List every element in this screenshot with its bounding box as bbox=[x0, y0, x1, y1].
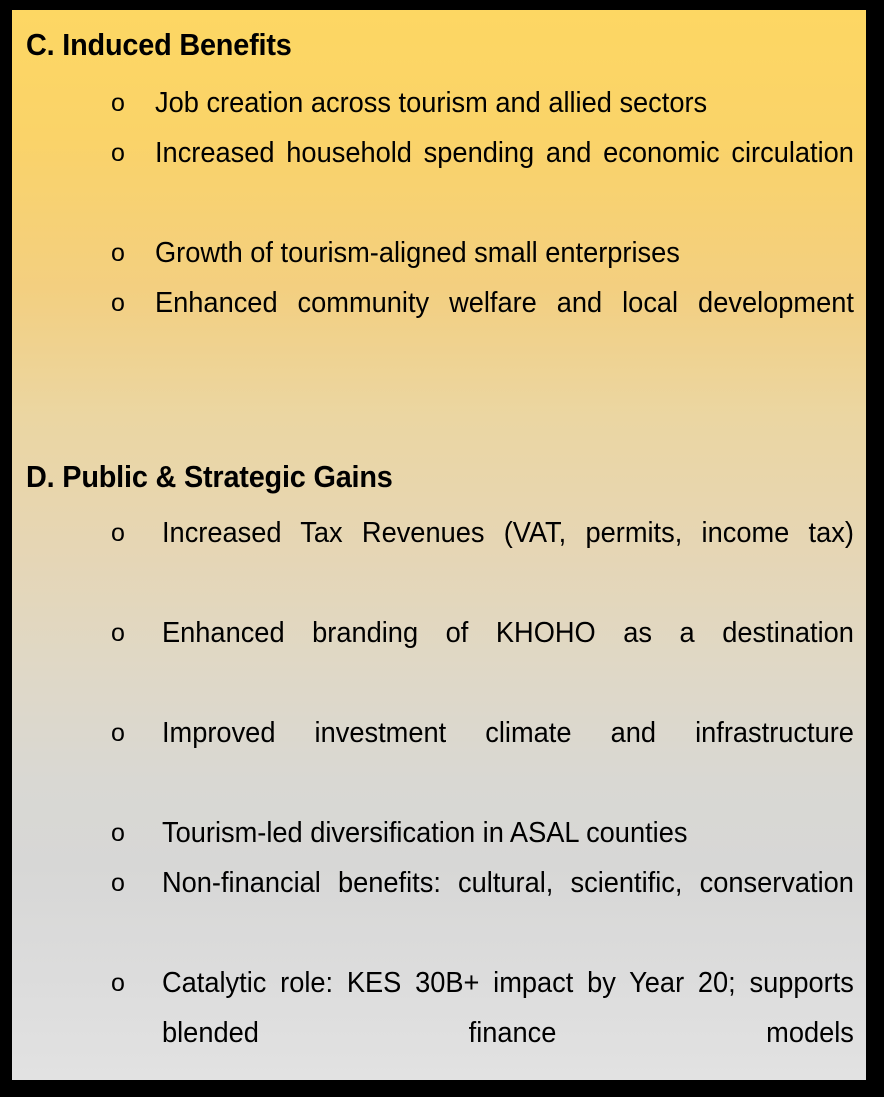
bullet-circle-icon: o bbox=[111, 819, 125, 847]
list-item bbox=[12, 808, 866, 858]
list-item bbox=[12, 228, 866, 278]
public-strategic-gains-list bbox=[12, 508, 866, 1080]
list-item bbox=[12, 858, 866, 958]
bullet-circle-icon: o bbox=[111, 139, 125, 167]
bullet-circle-icon: o bbox=[111, 619, 125, 647]
bullet-circle-icon: o bbox=[111, 89, 125, 117]
list-item-text: Enhanced community welfare and local development bbox=[155, 287, 854, 319]
section-heading-induced-benefits: C. Induced Benefits bbox=[26, 27, 292, 62]
section-heading-public-strategic-gains: D. Public & Strategic Gains bbox=[26, 459, 393, 494]
list-item bbox=[12, 958, 866, 1080]
list-item-text: Non-financial benefits: cultural, scientific, conservation bbox=[162, 867, 854, 899]
bullet-circle-icon: o bbox=[111, 719, 125, 747]
list-item-text: Tourism-led diversification in ASAL counties bbox=[162, 817, 688, 849]
list-item bbox=[12, 128, 866, 228]
list-item bbox=[12, 508, 866, 608]
list-item-text: Increased Tax Revenues (VAT, permits, income tax) bbox=[162, 517, 854, 549]
list-item-text: Increased household spending and economic circulation bbox=[155, 137, 854, 169]
bullet-circle-icon: o bbox=[111, 239, 125, 267]
list-item-text: Growth of tourism-aligned small enterprises bbox=[155, 237, 680, 269]
induced-benefits-list bbox=[12, 78, 866, 378]
list-item bbox=[12, 708, 866, 808]
list-item-text: Catalytic role: KES 30B+ impact by Year 20; supports blended finance models bbox=[162, 967, 854, 1049]
bullet-circle-icon: o bbox=[111, 969, 125, 997]
content-panel bbox=[12, 10, 866, 1080]
bullet-circle-icon: o bbox=[111, 869, 125, 897]
list-item-text: Improved investment climate and infrastructure bbox=[162, 717, 854, 749]
list-item-text: Job creation across tourism and allied sectors bbox=[155, 87, 708, 119]
bullet-circle-icon: o bbox=[111, 289, 125, 317]
bullet-circle-icon: o bbox=[111, 519, 125, 547]
list-item bbox=[12, 78, 866, 128]
list-item bbox=[12, 608, 866, 708]
list-item bbox=[12, 278, 866, 378]
list-item-text: Enhanced branding of KHOHO as a destination bbox=[162, 617, 854, 649]
